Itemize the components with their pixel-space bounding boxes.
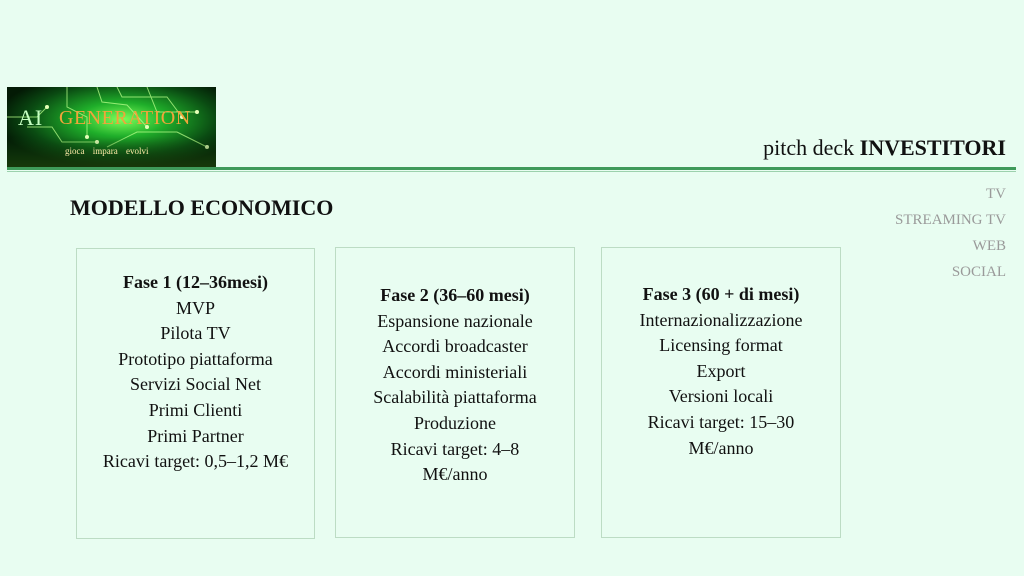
- phase-line: Primi Partner: [147, 425, 244, 446]
- logo-ai-text: AI: [18, 105, 44, 130]
- phase-line: Prototipo piattaforma: [118, 348, 273, 369]
- phase-line: MVP: [175, 297, 215, 318]
- phase-title: Fase 2 (36–60 mesi): [380, 285, 530, 305]
- phase-card-3: [601, 247, 841, 538]
- side-nav: [895, 181, 1006, 285]
- header-divider: [7, 167, 1016, 170]
- nav-item-web[interactable]: WEB: [972, 238, 1006, 254]
- phase-card-2: [335, 247, 575, 538]
- phase-line: Scalabilità piattaforma: [373, 387, 537, 408]
- phase-line: Versioni locali: [668, 386, 774, 407]
- nav-item-social[interactable]: SOCIAL: [951, 264, 1006, 280]
- phase-line: Espansione nazionale: [377, 310, 533, 331]
- logo-tagline: gioca impara evolvi: [65, 146, 149, 156]
- phase-line: M€/anno: [422, 464, 488, 485]
- nav-item-streaming-tv[interactable]: STREAMING TV: [895, 212, 1006, 228]
- phase-line: Servizi Social Net: [130, 374, 261, 395]
- phase-line: Produzione: [414, 412, 496, 433]
- phase-line: Accordi broadcaster: [382, 336, 528, 357]
- phase-line: Primi Clienti: [148, 399, 243, 420]
- phase-line: Licensing format: [659, 335, 783, 356]
- phase-line: M€/anno: [688, 437, 754, 458]
- phase-line: Ricavi target: 4–8: [390, 438, 520, 459]
- logo-generation-text: GENERATION: [59, 107, 191, 129]
- header-prefix: pitch deck: [763, 135, 855, 160]
- header-title: INVESTITORI: [859, 135, 1006, 160]
- phase-title: Fase 1 (12–36mesi): [123, 272, 268, 292]
- brand-logo: [7, 87, 216, 168]
- phase-title: Fase 3 (60 + di mesi): [642, 284, 800, 304]
- phase-line: Ricavi target: 15–30: [647, 411, 795, 432]
- phase-line: Internazionalizzazione: [639, 309, 803, 330]
- phase-line: Pilota TV: [160, 323, 231, 344]
- nav-item-tv[interactable]: TV: [986, 186, 1006, 202]
- phase-card-1: [76, 248, 315, 539]
- phase-line: Export: [696, 360, 746, 381]
- header-divider-thin: [7, 171, 1016, 172]
- section-title: MODELLO ECONOMICO: [70, 195, 334, 220]
- page-header: [763, 135, 1006, 161]
- phase-line: Ricavi target: 0,5–1,2 M€: [102, 451, 289, 472]
- phase-line: Accordi ministeriali: [382, 361, 528, 382]
